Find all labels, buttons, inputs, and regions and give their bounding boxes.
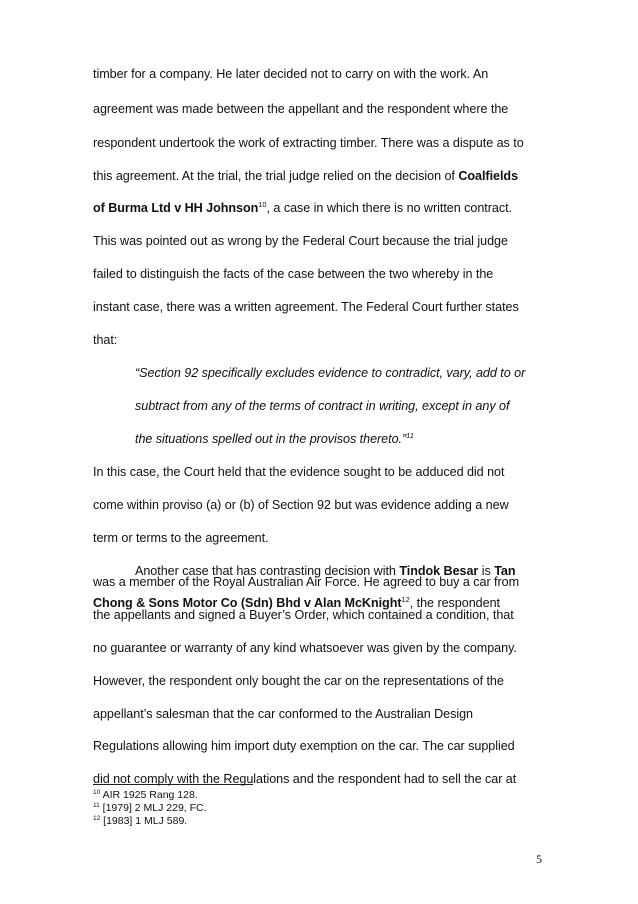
body-line: was a member of the Royal Australian Air Force. He agreed to buy a car from (93, 575, 520, 589)
body-line (93, 168, 518, 184)
footnote (93, 802, 207, 815)
body-text: , a case in which there is no written contract. (266, 201, 512, 215)
body-line: instant case, there was a written agreement. The Federal Court further states (93, 300, 519, 314)
body-line: respondent undertook the work of extracting timber. There was a dispute as to (93, 136, 524, 150)
body-line: agreement was made between the appellant and the respondent where the (93, 102, 509, 116)
body-line: appellant’s salesman that the car conformed to the Australian Design (93, 707, 474, 721)
page-number: 5 (536, 852, 542, 866)
body-line: In this case, the Court held that the evidence sought to be adduced did not (93, 465, 505, 479)
case-name: Coalfields (458, 169, 519, 183)
footnote (93, 789, 198, 802)
footnote-number: 11 (93, 802, 100, 809)
footnote-text: AIR 1925 Rang 128. (100, 789, 198, 801)
body-line: term or terms to the agreement. (93, 531, 269, 545)
case-name: Tan (494, 564, 516, 578)
footnote-ref: 12 (401, 595, 410, 604)
body-line: did not comply with the Regulations and the respondent had to sell the car at (93, 772, 517, 786)
body-line: However, the respondent only bought the car on the representations of the (93, 674, 504, 688)
case-name: Chong & Sons Motor Co (Sdn) Bhd v Alan McKnight (93, 596, 402, 610)
body-line: that: (93, 333, 118, 347)
body-text: this agreement. At the trial, the trial judge relied on the decision of (93, 169, 459, 183)
quote-line: “Section 92 specifically excludes evidence to contradict, vary, add to or (135, 366, 526, 380)
footnote-text: [1979] 2 MLJ 229, FC. (99, 802, 207, 814)
body-line (93, 200, 512, 216)
footnote-number: 10 (93, 789, 101, 796)
footnote-number: 12 (93, 815, 101, 822)
body-line: timber for a company. He later decided not to carry on with the work. An (93, 67, 489, 81)
body-text: , the respondent (409, 596, 500, 610)
case-name: of Burma Ltd v HH Johnson (93, 201, 259, 215)
quote-line: subtract from any of the terms of contract in writing, except in any of (135, 399, 510, 413)
quote-line (135, 431, 414, 447)
body-line: no guarantee or warranty of any kind whatsoever was given by the company. (93, 641, 517, 655)
body-line: This was pointed out as wrong by the Federal Court because the trial judge (93, 234, 508, 248)
body-line: come within proviso (a) or (b) of Section 92 but was evidence adding a new (93, 498, 509, 512)
footnote-text: [1983] 1 MLJ 589. (100, 815, 188, 827)
footnote-ref: 11 (406, 431, 414, 440)
quote-text: the situations spelled out in the provisos thereto.” (135, 432, 407, 446)
body-text: is (478, 564, 495, 578)
body-line: the appellants and signed a Buyer’s Order, which contained a condition, that (93, 608, 514, 622)
footnote (93, 815, 187, 828)
body-text: Another case that has contrasting decision with (135, 564, 400, 578)
footnote-ref: 10 (258, 200, 267, 209)
case-name: Tindok Besar (399, 564, 479, 578)
body-line: Regulations allowing him import duty exemption on the car. The car supplied (93, 739, 515, 753)
body-line: failed to distinguish the facts of the case between the two whereby in the (93, 267, 494, 281)
